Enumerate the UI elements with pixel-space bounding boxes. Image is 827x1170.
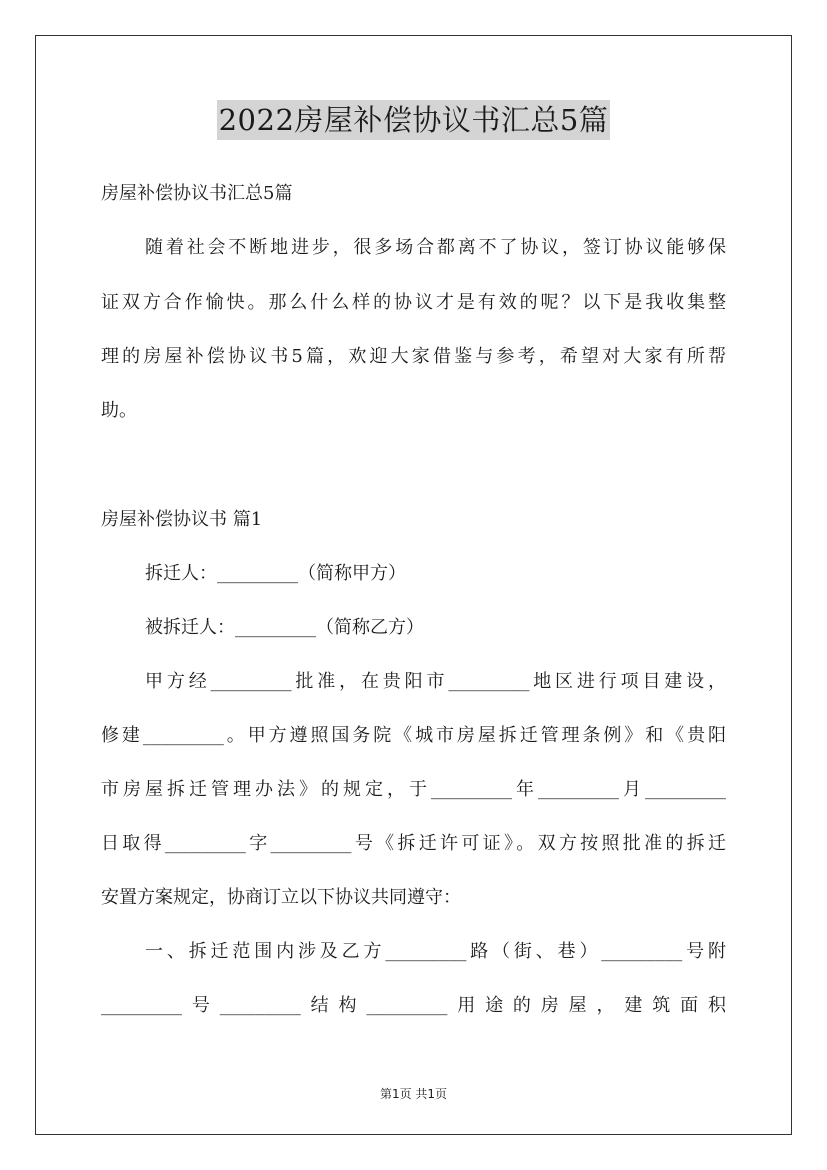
intro-line-1: 随着社会不断地进步，很多场合都离不了协议，签订协议能够保 xyxy=(145,237,726,258)
body-line-4: 修建_________。甲方遵照国务院《城市房屋拆迁管理条例》和《贵阳 xyxy=(101,725,726,746)
body-line-9: _________号_________结构_________用途的房屋，建筑面积 xyxy=(101,995,726,1016)
intro-line-2: 证双方合作愉快。那么什么样的协议才是有效的呢？以下是我收集整 xyxy=(101,292,726,313)
title-container xyxy=(0,100,827,140)
body-line-1: 拆迁人：_________（简称甲方） xyxy=(145,563,406,584)
intro-line-4: 助。 xyxy=(101,400,137,421)
body-line-3: 甲方经_________批准，在贵阳市_________地区进行项目建设， xyxy=(145,671,726,692)
page-number-footer: 第1页 共1页 xyxy=(379,1087,448,1101)
document-subtitle: 房屋补偿协议书汇总5篇 xyxy=(101,183,293,204)
body-line-8: 一、拆迁范围内涉及乙方_________路（街、巷）_________号附 xyxy=(145,941,726,962)
body-line-7: 安置方案规定，协商订立以下协议共同遵守： xyxy=(101,887,461,908)
body-line-2: 被拆迁人：_________（简称乙方） xyxy=(145,617,424,638)
section-heading: 房屋补偿协议书 篇1 xyxy=(101,509,263,530)
document-title: 2022房屋补偿协议书汇总5篇 xyxy=(217,100,611,140)
intro-line-3: 理的房屋补偿协议书5篇，欢迎大家借鉴与参考，希望对大家有所帮 xyxy=(101,346,726,367)
body-line-6: 日取得_________字_________号《拆迁许可证》。双方按照批准的拆迁 xyxy=(101,833,726,854)
body-line-5: 市房屋拆迁管理办法》的规定，于_________年_________月_________ xyxy=(101,779,726,800)
